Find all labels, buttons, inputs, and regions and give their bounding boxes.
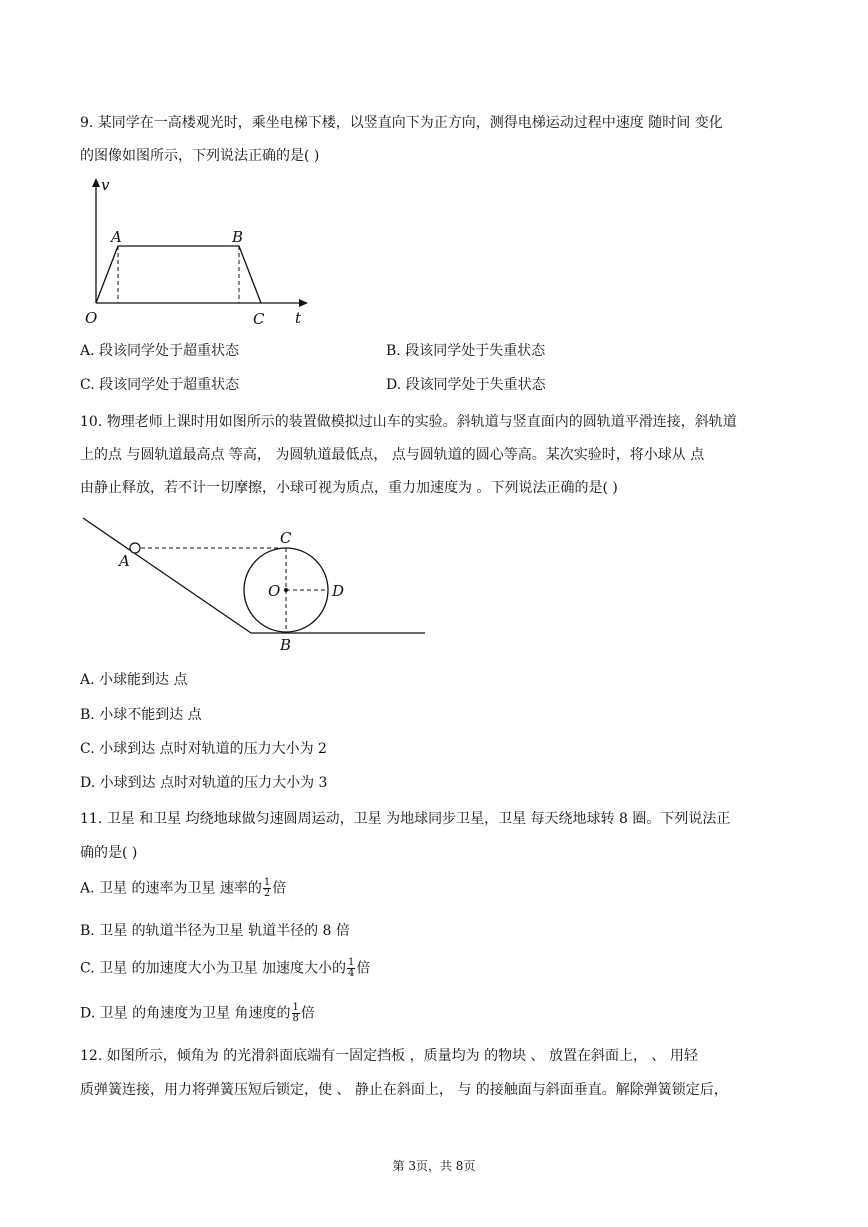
q11-option-d-text: D. 卫星 的角速度为卫星 角速度的	[80, 1005, 291, 1022]
q11-stem-line1: 11. 卫星 和卫星 均绕地球做匀速圆周运动，卫星 为地球同步卫星，卫星 每天绕地球转 8 圈。下列说法正	[80, 811, 731, 827]
label-t: t	[295, 309, 302, 327]
q10-option-a: A. 小球能到达 点	[80, 672, 188, 688]
q12-stem-line2: 质弹簧连接，用力将弹簧压短后锁定，使 、 静止在斜面上， 与 的接触面与斜面垂直。解除弹簧锁定后，	[80, 1082, 728, 1098]
label-C: C	[253, 310, 265, 328]
q11-option-c-text: C. 卫星 的加速度大小为卫星 加速度大小的	[80, 960, 347, 977]
q9-vt-graph	[80, 172, 320, 332]
q10-track-figure	[75, 510, 435, 660]
q11-option-a: A. 卫星 的速率为卫星 速率的 $\frac{1}{2}$ 倍	[80, 877, 287, 899]
label-B: B	[232, 228, 244, 246]
q10-option-d: D. 小球到达 点时对轨道的压力大小为 3	[80, 775, 328, 791]
label-v: v	[101, 176, 110, 194]
incline-track	[83, 518, 251, 633]
label-C: C	[280, 529, 292, 547]
q9-stem-line1: 9. 某同学在一高楼观光时，乘坐电梯下楼，以竖直向下为正方向，测得电梯运动过程中速度 随时间 变化	[80, 115, 723, 131]
label-O: O	[85, 309, 98, 327]
q10-stem-line1: 10. 物理老师上课时用如图所示的装置做模拟过山车的实验。斜轨道与竖直面内的圆轨道平滑连接，斜轨道	[80, 414, 737, 430]
q9-stem-line2: 的图像如图所示，下列说法正确的是( )	[80, 148, 320, 164]
label-O: O	[268, 582, 281, 600]
center-dot	[284, 588, 288, 592]
label-B: B	[280, 636, 292, 654]
fraction-one-eighth: $\frac{1}{8}$	[292, 1002, 299, 1024]
q11-option-a-text: A. 卫星 的速率为卫星 速率的	[80, 880, 262, 897]
q9-option-c: C. 段该同学处于超重状态	[80, 377, 240, 393]
q10-option-c: C. 小球到达 点时对轨道的压力大小为 2	[80, 741, 327, 757]
ball	[130, 543, 140, 553]
q11-option-c: C. 卫星 的加速度大小为卫星 加速度大小的 $\frac{1}{4}$ 倍	[80, 957, 371, 979]
q11-option-d: D. 卫星 的角速度为卫星 角速度的 $\frac{1}{8}$ 倍	[80, 1002, 315, 1024]
label-A: A	[111, 228, 122, 246]
q9-option-d: D. 段该同学处于失重状态	[386, 377, 546, 393]
fraction-one-half: $\frac{1}{2}$	[263, 877, 271, 899]
q12-stem-line1: 12. 如图所示，倾角为 的光滑斜面底端有一固定挡板 ，质量均为 的物块 、 放置在斜面上， 、 用轻	[80, 1048, 698, 1064]
label-A: A	[119, 552, 130, 570]
page-footer: 第 3页，共 8页	[392, 1159, 476, 1173]
t-axis-arrow	[299, 299, 308, 307]
label-D: D	[332, 582, 345, 600]
q10-option-b: B. 小球不能到达 点	[80, 707, 202, 723]
q11-option-b: B. 卫星 的轨道半径为卫星 轨道半径的 8 倍	[80, 923, 350, 939]
q9-option-b: B. 段该同学处于失重状态	[386, 343, 546, 359]
v-axis-arrow	[92, 178, 100, 187]
q10-stem-line2: 上的点 与圆轨道最高点 等高， 为圆轨道最低点， 点与圆轨道的圆心等高。某次实验时，将小球从 点	[80, 447, 705, 463]
q11-stem-line2: 确的是( )	[80, 845, 138, 861]
vt-curve	[96, 246, 261, 303]
q10-stem-line3: 由静止释放，若不计一切摩擦，小球可视为质点，重力加速度为 。下列说法正确的是( )	[80, 480, 618, 496]
fraction-one-quarter: $\frac{1}{4}$	[348, 957, 355, 979]
q9-option-a: A. 段该同学处于超重状态	[80, 343, 240, 359]
